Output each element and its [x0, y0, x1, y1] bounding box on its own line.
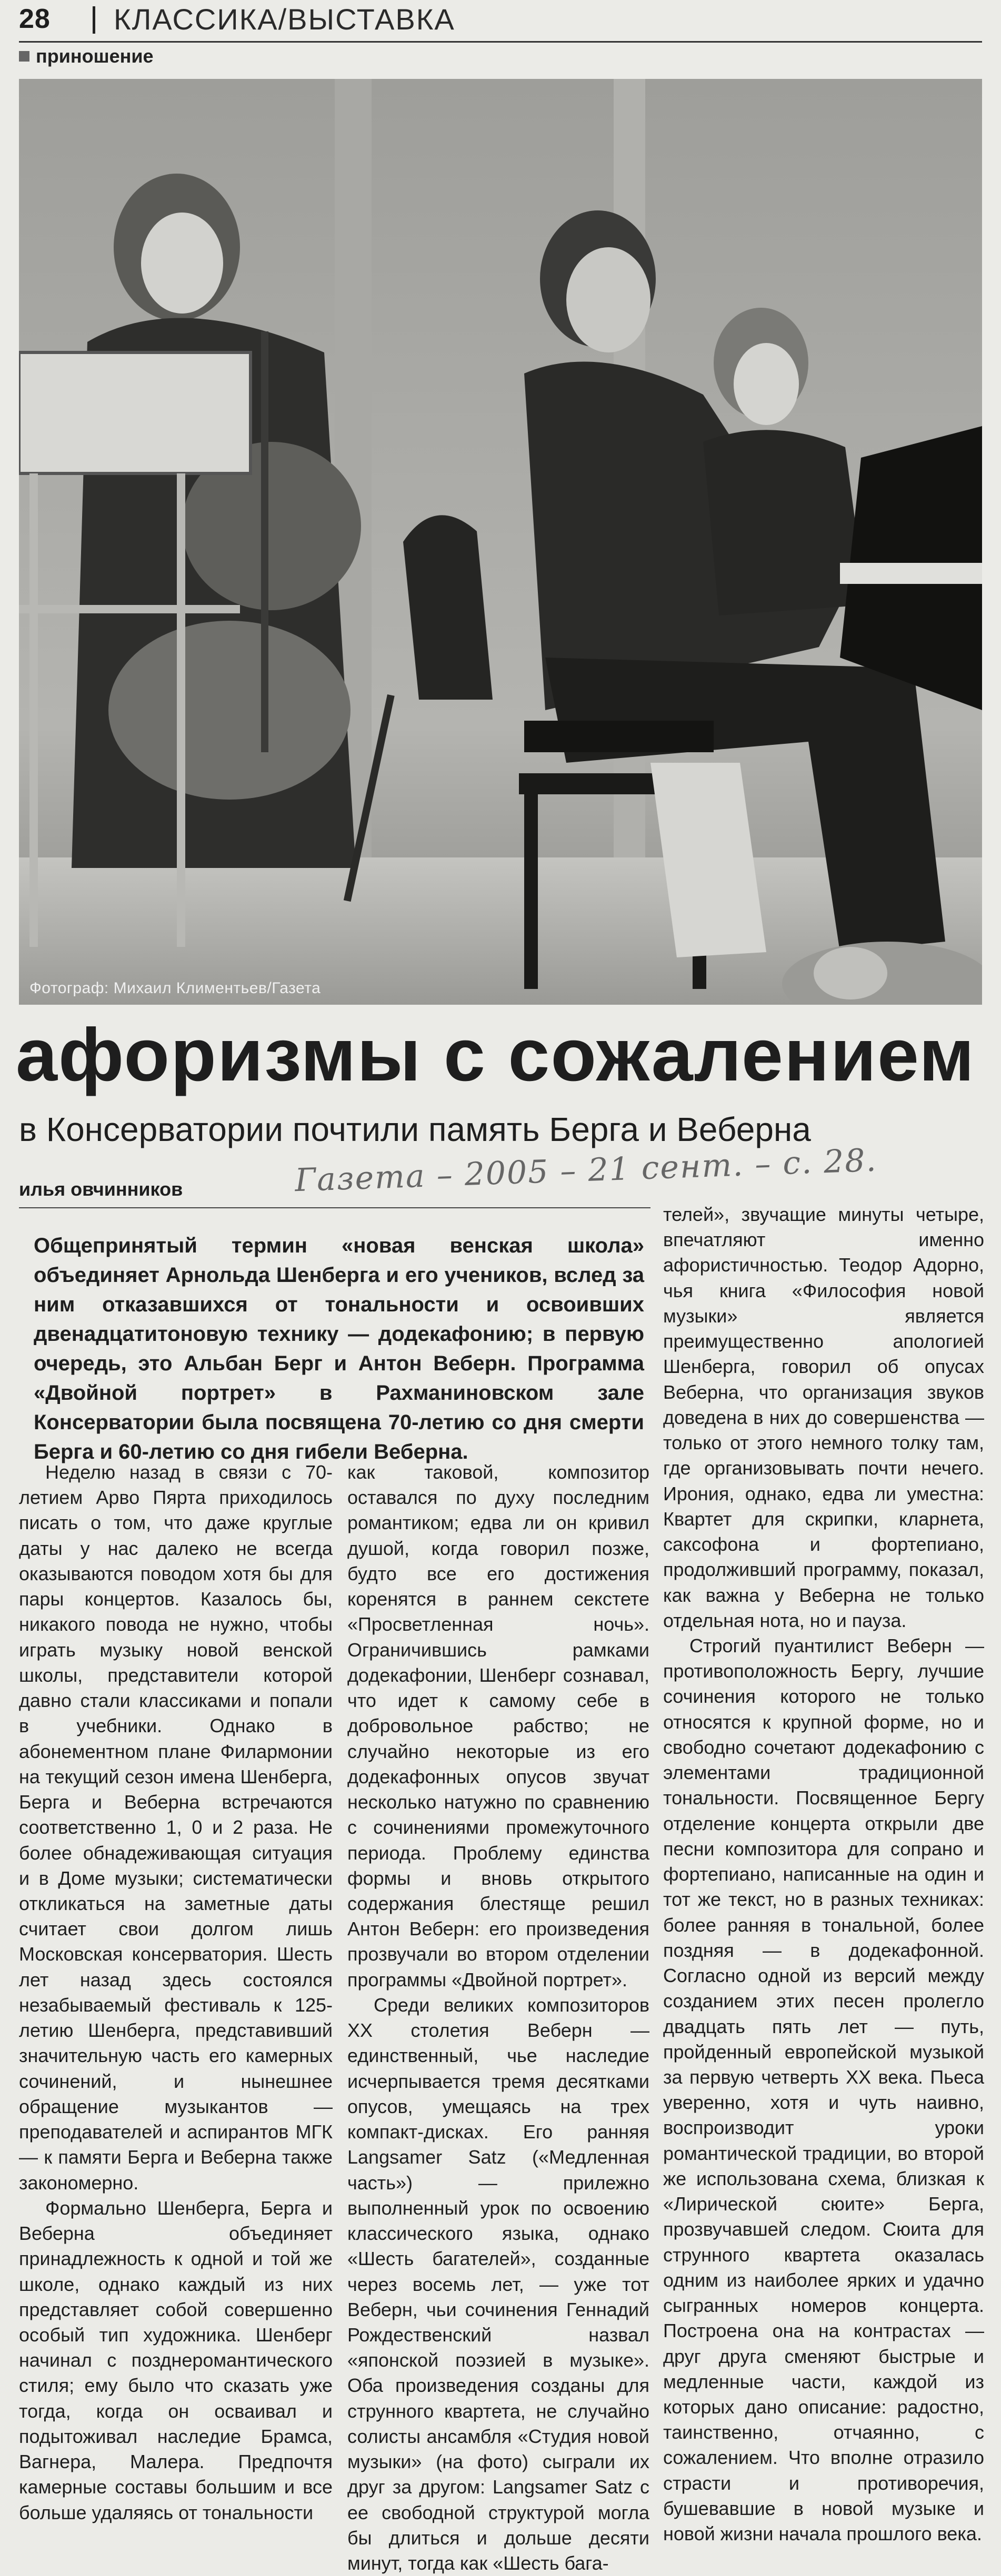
header-separator: [93, 6, 95, 34]
concert-photo: [19, 79, 982, 1005]
page-number: 28: [19, 4, 51, 34]
handwritten-note: Газета – 2005 – 21 сент. – с. 28.: [294, 1141, 878, 1199]
article-column-2: [347, 1460, 649, 2576]
page-header: [19, 2, 982, 37]
article-subheadline: в Консерватории почтили память Берга и Веберна: [19, 1110, 811, 1148]
author-rule: [19, 1207, 650, 1208]
article-headline: афоризмы с сожалением: [16, 1013, 976, 1097]
rubric: [19, 45, 154, 67]
concert-photo-illustration: [19, 79, 982, 1005]
header-rule: [19, 41, 982, 43]
paragraph: телей», звучащие минуты четыре, впечатляют именно афористичностью. Теодор Адорно, чья книга «Философия новой музыки» является преимущественно апологией Шенберга, говорил об опусах Веберна, что организация звуков доведена в них до совершенства — только от этого немного толку там, где организовывать почти нечего. Ирония, однако, едва ли уместна: Квартет для скрипки, кларнета, саксофона и фортепиано, продолживший программу, показал, как важна у Веберна не только отдельная нота, но и пауза.: [663, 1204, 984, 1631]
paragraph: как таковой, композитор оставался по духу последним романтиком; едва ли он кривил душой, когда говорил позже, будто все его достижения коренятся в раннем секстете «Просветленная ночь». Ограничившись рамками додекафонии, Шенберг сознавал, что идет к самому себе в добровольное рабство; не случайно некоторые из его додекафонных опусов звучат несколько натужно по сравнению с сочинениями промежуточного периода. Проблему единства формы и вновь открытого содержания блестяще решил Антон Веберн: его произведения прозвучали во втором отделении программы «Двойной портрет».: [347, 1461, 649, 1991]
paragraph: Неделю назад в связи с 70-летием Арво Пярта приходилось писать о том, что даже круглые даты у нас далеко не всегда оказываются поводом хотя бы для пары концертов. Казалось бы, никакого повода не нужно, чтобы играть музыку новой венской школы, представители которой давно стали классиками и попали в учебники. Однако в абонементном плане Филармонии на текущий сезон имена Шенберга, Берга и Веберна встречаются соответственно 1, 0 и 2 раза. Не более обнадеживающая ситуация и в Доме музыки; систематически откликаться на заметные даты считает свои долгом лишь Московская консерватория. Шесть лет назад здесь состоялся незабываемый фестиваль к 125-летию Шенберга, представивший значительную часть его камерных сочинений, и нынешнее обращение музыкантов — преподавателей и аспирантов МГК — к памяти Берга и Веберна также закономерно.: [19, 1461, 333, 2194]
article-column-1: [19, 1460, 333, 2526]
paragraph: Строгий пуантилист Веберн — противоположность Бергу, лучшие сочинения которого не только относятся к крупной форме, но и свободно сочетают додекафонию с элементами традиционной тональности. Посвященное Бергу отделение концерта открыли две песни композитора для сопрано и фортепиано, написанные на один и тот же текст, но в разных техниках: более ранняя в тональной, более поздняя — в додекафонной. Согласно одной из версий между созданием этих песен пролегло двадцать пять лет — путь, пройденный европейской музыкой за первую четверть XX века. Пьеса уверенно, хотя и чуть наивно, воспроизводит уроки романтической традиции, во второй же использована схема, близкая к «Лирической сюите» Берга, прозвучавшей следом. Сюита для струнного квартета оказалась одним из наиболее ярких и удачно сыгранных номеров концерта. Построена она на контрастах — друг друга сменяют быстрые и медленные части, каждой из которых дано описание: радостно, таинственно, отчаянно, с сожалением. Что вполне отразило страсти и противоречия, бушевавшие в новой музыке и новой жизни начала прошлого века.: [663, 1634, 984, 2545]
rubric-square-icon: [19, 51, 29, 62]
article-column-3: [663, 1202, 984, 2547]
article-lead: Общепринятый термин «новая венская школа» объединяет Арнольда Шенберга и его учеников, вслед за ним отказавшихся от тональности и освоивших двенадцатитоновую технику — додекафонию; в первую очередь, это Альбан Берг и Антон Веберн. Программа «Двойной портрет» в Рахманиновском зале Консерватории была посвящена 70-летию со дня смерти Берга и 60-летию со дня гибели Веберна.: [34, 1234, 644, 1463]
paragraph: Формально Шенберга, Берга и Веберна объединяет принадлежность к одной и той же школе, однако каждый из них представляет собой совершенно особый тип художника. Шенберг начинал с позднеромантического стиля; ему было что сказать уже тогда, когда он осваивал и подытоживал наследие Брамса, Вагнера, Малера. Предпочтя камерные составы большим и все больше удаляясь от тональности: [19, 2197, 333, 2523]
section-title: КЛАССИКА/ВЫСТАВКА: [114, 3, 455, 36]
article-author: илья овчинников: [19, 1178, 183, 1200]
paragraph: Среди великих композиторов XX столетия Веберн — единственный, чье наследие исчерпывается тремя десятками опусов, умещаясь на трех компакт-дисках. Его ранняя Langsamer Satz («Медленная часть») — прилежно выполненный урок по освоению классического языка, однако «Шесть багателей», созданные через восемь лет, — уже тот Веберн, чьи сочинения Геннадий Рождественский назвал «японской поэзией в музыке». Оба произведения созданы для струнного квартета, не случайно солисты ансамбля «Студия новой музыки» (на фото) сыграли их друг за другом: Langsamer Satz с ее свободной структурой могла бы длиться и дольше десяти минут, тогда как «Шесть бага-: [347, 1994, 649, 2574]
photo-credit: Фотограф: Михаил Климентьев/Газета: [29, 979, 321, 997]
rubric-label: приношение: [36, 45, 154, 67]
